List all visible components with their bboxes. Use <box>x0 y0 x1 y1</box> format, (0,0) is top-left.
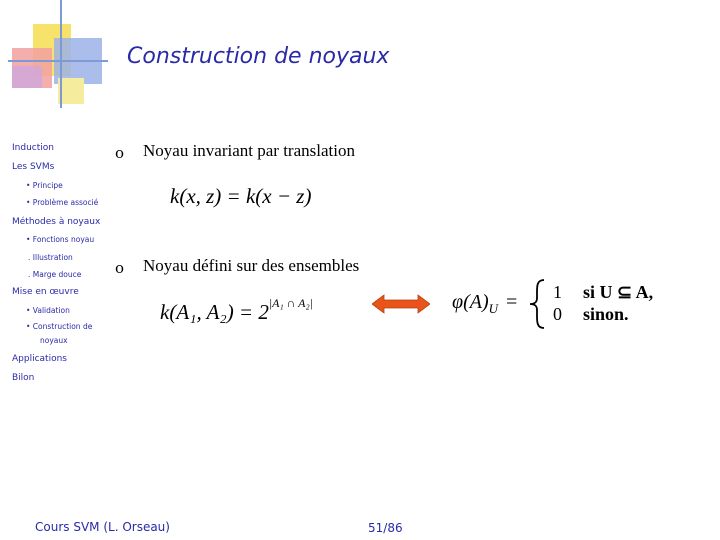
nav-item-construction-cont[interactable]: noyaux <box>40 336 68 345</box>
slide-title: Construction de noyaux <box>127 44 390 69</box>
logo-purple-block <box>12 66 42 88</box>
case-two-value: 0 <box>553 304 562 324</box>
nav-item-induction[interactable]: Induction <box>12 143 54 153</box>
point-ensembles-text: Noyau défini sur des ensembles <box>143 256 360 275</box>
formula-sets-base: k(A₁, A₂) = 2 <box>160 300 269 324</box>
nav-item-marge[interactable]: . Marge douce <box>28 270 82 279</box>
footer-page-number: 51/86 <box>368 521 403 535</box>
nav-item-mise-en-oeuvre[interactable]: Mise en œuvre <box>12 287 79 297</box>
formula-sets <box>160 296 313 325</box>
nav-item-bilan[interactable]: Bilon <box>12 373 35 383</box>
double-arrow-icon <box>372 293 430 315</box>
phi-equals: = <box>506 291 518 313</box>
nav-item-svms[interactable]: Les SVMs <box>12 162 55 172</box>
logo-horizontal-line <box>8 60 108 62</box>
phi-symbol: φ(A) <box>452 291 489 313</box>
nav-item-probleme[interactable]: • Problème associé <box>26 198 99 207</box>
phi-subscript: U <box>488 301 498 316</box>
bullet-marker: o <box>115 259 125 277</box>
phi-lhs <box>452 291 517 317</box>
brace-icon <box>528 278 546 330</box>
nav-item-validation[interactable]: • Validation <box>26 306 70 315</box>
nav-item-fonctions[interactable]: • Fonctions noyau <box>26 235 95 244</box>
case-one-value: 1 <box>553 282 562 302</box>
formula-sets-exponent: |A₁ ∩ A₂| <box>268 296 313 310</box>
point-translation-text: Noyau invariant par translation <box>143 141 355 160</box>
footer-course: Cours SVM (L. Orseau) <box>35 520 170 534</box>
logo-vertical-line <box>60 0 62 108</box>
nav-item-illustration[interactable]: . Illustration <box>28 253 73 262</box>
formula-translation: k(x, z) = k(x − z) <box>170 184 312 208</box>
nav-item-methodes[interactable]: Méthodes à noyaux <box>12 217 101 227</box>
case-two-condition: sinon. <box>583 304 629 324</box>
case-one-condition: si U ⊆ A, <box>583 282 654 302</box>
nav-item-construction[interactable]: • Construction de <box>26 322 93 331</box>
nav-item-applications[interactable]: Applications <box>12 354 67 364</box>
nav-item-principe[interactable]: • Principe <box>26 181 63 190</box>
bullet-marker: o <box>115 144 125 162</box>
